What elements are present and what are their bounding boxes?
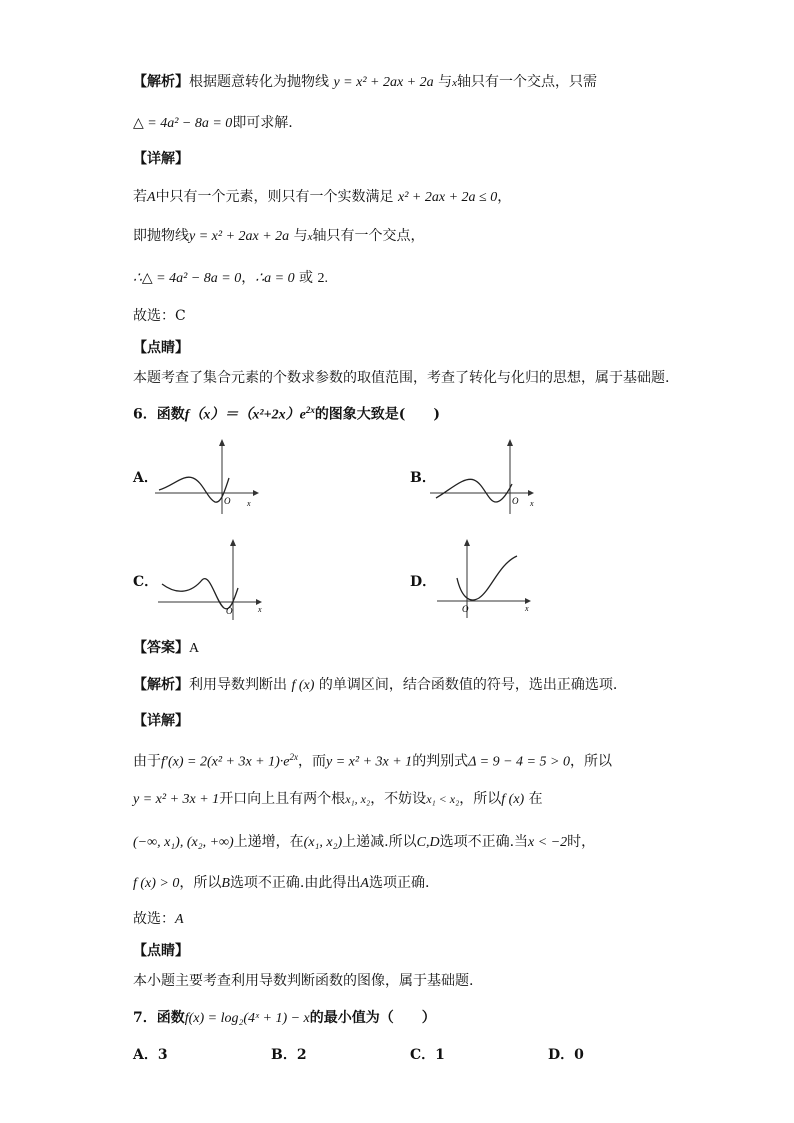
q5-choose: 故选：C: [133, 308, 186, 324]
y-axis-arrow-icon: [230, 539, 236, 546]
q5-comment-label: 【点睛】: [133, 340, 189, 356]
q5-d1-a: 若: [133, 189, 147, 205]
curve: [457, 556, 517, 600]
q6-d2-d: 在: [528, 791, 543, 807]
q6-d3-int2: (x₁, x₂): [303, 835, 343, 850]
q6-d4-a: ，所以: [179, 875, 222, 891]
x-label: x: [525, 604, 529, 613]
q5-d3-d: 2.: [317, 271, 328, 286]
origin-label: O: [226, 606, 233, 616]
q6-d1-b: ，而: [298, 753, 326, 770]
q6-d2-eq: y = x² + 3x + 1: [133, 792, 220, 807]
q6-analysis-b: 的单调区间，结合函数值的符号，选出正确选项.: [318, 677, 618, 693]
q5-d3-eq: ∴△ = 4a² − 8a = 0: [133, 271, 242, 286]
q6-answer-value: A: [189, 641, 200, 656]
origin-label: O: [224, 496, 231, 506]
q6-d1-a: 由于: [133, 753, 161, 770]
q7-option-b[interactable]: B．2: [271, 1047, 307, 1063]
q6-d3-cd: C,D: [416, 835, 440, 850]
y-axis-arrow-icon: [464, 539, 470, 546]
q6-d4-B: B: [221, 876, 230, 891]
q6-choose: [133, 909, 184, 930]
q5-detail-line2: [133, 226, 425, 247]
q7-stem: [133, 1008, 436, 1029]
q5-analysis-text-b: 与: [438, 74, 453, 90]
q6-d4-f: f (x) > 0: [133, 876, 180, 891]
q6-d1-d: ，所以: [569, 753, 612, 770]
q7-number: 7．: [133, 1010, 157, 1026]
q6-d1-c: 的判别式: [412, 753, 469, 770]
x-label: x: [530, 499, 534, 508]
q5-analysis-text-d: 即可求解.: [232, 115, 293, 131]
analysis-label: 【解析】: [133, 677, 189, 693]
x-axis-arrow-icon: [253, 490, 259, 496]
origin-label: O: [462, 604, 469, 614]
q5-detail-line3: [133, 268, 328, 289]
x-label: x: [247, 499, 251, 508]
analysis-label: 【解析】: [133, 74, 189, 90]
q7-option-d[interactable]: D．0: [548, 1047, 584, 1063]
q5-analysis-text-a: 根据题意转化为抛物线: [189, 74, 329, 90]
q6-answer: [133, 638, 199, 659]
q6-d1-exp: 2x: [289, 752, 298, 762]
q5-analysis-line2: [133, 113, 293, 134]
q6-analysis-a: 利用导数判断出: [189, 677, 287, 693]
q6-d2-cond: x₁ < x₂: [426, 792, 460, 806]
q6-graph-b[interactable]: [430, 438, 550, 516]
q6-d4-A: A: [360, 876, 369, 891]
curve: [162, 579, 238, 609]
q5-analysis-x: x: [452, 77, 457, 89]
q6-d2-f: f (x): [501, 792, 525, 807]
q6-stem-b: 的图象大致是( ): [314, 406, 441, 423]
q6-graph-c[interactable]: [158, 538, 268, 622]
q6-d2-roots: x₁, x₂: [345, 792, 371, 806]
q6-stem: [133, 400, 440, 426]
q5-d1-b: 中只有一个元素，则只有一个实数满足: [155, 189, 394, 205]
q6-option-d-label[interactable]: D．: [410, 574, 437, 590]
q6-d2-b: ，不妨设: [370, 791, 427, 807]
q6-d2-c: ，所以: [459, 791, 502, 807]
q6-d2-a: 开口向上且有两个根: [219, 791, 346, 807]
q6-choose-value: A: [175, 912, 184, 927]
q5-analysis-text-c: 轴只有一个交点，只需: [456, 74, 597, 90]
q6-d3-cond: x < −2: [528, 835, 568, 850]
q5-analysis-eq2: △ = 4a² − 8a = 0: [133, 116, 233, 131]
q7-stem-func: f(x) = log₂(4ˣ + 1) − x: [184, 1011, 310, 1026]
q5-comment: 本题考查了集合元素的个数求参数的取值范围，考查了转化与化归的思想，属于基础题.: [133, 370, 670, 386]
q6-detail-line1: [133, 747, 612, 773]
q5-d2-eq: y = x² + 2ax + 2a: [189, 229, 290, 244]
q6-detail-line4: [133, 873, 429, 894]
q5-d2-b: 与: [293, 228, 308, 244]
q6-d3-int: (−∞, x₁), (x₂, +∞): [133, 835, 234, 850]
q5-d2-x: x: [307, 231, 313, 243]
q5-d1-eq: x² + 2ax + 2a ≤ 0: [398, 190, 498, 205]
q6-d3-d: 时，: [567, 834, 596, 850]
q6-detail-line3: [133, 832, 595, 853]
origin-label: O: [512, 496, 519, 506]
q5-d1-set: A: [147, 190, 156, 205]
q6-graph-d[interactable]: [437, 538, 547, 622]
q6-option-c-label[interactable]: C．: [133, 574, 159, 590]
q5-d1-c: ，: [497, 189, 512, 205]
q6-d4-b: 选项不正确.由此得出: [229, 875, 361, 891]
q6-number: 6．: [133, 406, 157, 423]
q7-stem-a: 函数: [156, 1010, 185, 1026]
q6-analysis: [133, 675, 617, 696]
q6-d4-c: 选项正确.: [368, 875, 430, 891]
q6-d1-eq3: Δ = 9 − 4 = 5 > 0: [468, 754, 570, 770]
q5-analysis-eq1: y = x² + 2ax + 2a: [333, 75, 434, 90]
y-axis-arrow-icon: [507, 439, 513, 446]
q6-comment: 本小题主要考查利用导数判断函数的图像，属于基础题.: [133, 973, 474, 989]
q6-d1-eq2: y = x² + 3x + 1: [326, 754, 413, 770]
q7-stem-b: 的最小值为（ ）: [309, 1010, 436, 1026]
q6-comment-label: 【点睛】: [133, 943, 189, 959]
x-axis-arrow-icon: [528, 490, 534, 496]
curve: [159, 477, 229, 502]
q7-option-a[interactable]: A．3: [133, 1047, 168, 1063]
q6-stem-func: f（x）＝（x²+2x）e: [184, 407, 306, 423]
q6-analysis-f: f (x): [291, 678, 315, 693]
q6-detail-line2: [133, 789, 543, 810]
q5-detail-label: 【详解】: [133, 151, 189, 167]
q5-d2-a: 即抛物线: [133, 228, 189, 244]
q6-detail-label: 【详解】: [133, 713, 189, 729]
q5-analysis-line: [133, 72, 597, 93]
q6-d1-eq: f′(x) = 2(x² + 3x + 1)·e: [161, 754, 290, 770]
q6-d3-c: 选项不正确.当: [439, 834, 529, 850]
q5-d3-c: 或: [299, 270, 314, 286]
x-label: x: [258, 605, 262, 614]
q6-option-b-label[interactable]: B．: [410, 470, 436, 486]
q6-choose-text: 故选：: [133, 911, 175, 927]
q6-d3-a: 上递增，在: [233, 834, 304, 850]
q7-option-c[interactable]: C．1: [410, 1047, 445, 1063]
q5-detail-line1: [133, 187, 511, 208]
q6-option-a-label[interactable]: A．: [133, 470, 158, 486]
q6-graph-a[interactable]: [155, 438, 265, 516]
answer-label: 【答案】: [133, 640, 189, 656]
curve: [436, 479, 512, 502]
q5-d2-c: 轴只有一个交点，: [312, 228, 425, 244]
q6-d3-b: 上递减.所以: [342, 834, 417, 850]
q6-stem-a: 函数: [156, 406, 185, 423]
q5-d3-b: ，: [241, 270, 256, 286]
q6-stem-exp: 2x: [305, 405, 315, 415]
q5-d3-eq2: ∴a = 0: [255, 271, 295, 286]
y-axis-arrow-icon: [219, 439, 225, 446]
